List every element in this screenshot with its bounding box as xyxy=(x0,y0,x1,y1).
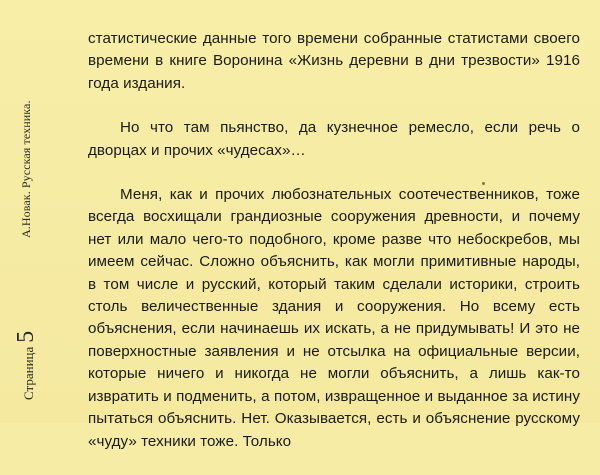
paragraph-continuation: статистические данные того времени собранные статистами своего времени в книге Воронина «Жизнь деревни в дни трезвости» 1916 года издания. xyxy=(88,30,580,92)
ink-speck xyxy=(482,182,485,185)
paragraph: Меня, как и прочих любознательных соотечественников, тоже всегда восхищали грандиозные сооружения древности, и почему нет или мало чего-то подобного, кроме разве что небоскребов, мы имеем сейчас. Сложно объяснить, как могли примитивные народы, в том числе и русский, который таким сделали историки, строить столь величественные здания и сооружения. Но всему есть объяснения, если начинаешь их искать, а не придумывать! И это не поверхностные заявления и не отсылка на официальные версии, которые ничего и никогда не могли объяснить, а лишь как-то извратить и подменить, а потом, извращенное и выданное за истину пытаться объяснить. Нет. Оказывается, есть и объяснение русскому «чуду» техники тоже. Только xyxy=(88,186,580,450)
page-label: Страница xyxy=(21,346,36,400)
page-number-block xyxy=(14,290,44,400)
paragraph: Но что там пьянство, да кузнечное ремесло, если речь о дворцах и прочих «чудесах»… xyxy=(88,119,580,159)
page-number: 5 xyxy=(13,330,39,343)
running-header-text: А.Новак. Русская техника. xyxy=(19,100,33,238)
running-header xyxy=(20,78,36,238)
body-text xyxy=(88,28,580,475)
